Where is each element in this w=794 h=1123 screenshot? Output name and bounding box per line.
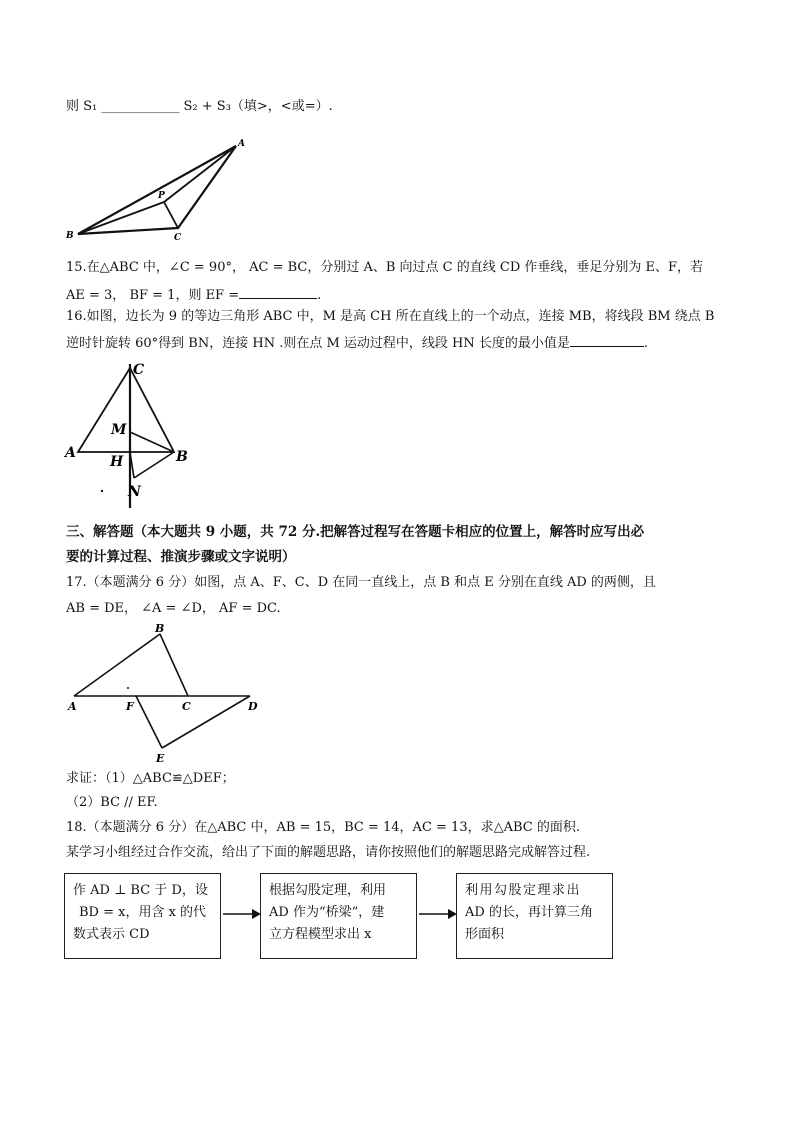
q16-answer-blank[interactable]	[570, 333, 644, 347]
fig17-label-b: B	[155, 622, 165, 635]
fig14-label-p: P	[158, 191, 165, 201]
flow-step-2	[260, 873, 417, 959]
fig16-label-b: B	[176, 449, 188, 465]
q15-text: AE = 3， BF = 1，则 EF =	[66, 288, 240, 303]
flow-step-3-line2: AD 的长，再计算三角	[465, 905, 593, 920]
fig14-label-a: A	[238, 139, 245, 149]
q17-proof-part2: （2）BC // EF.	[66, 795, 158, 810]
q18-line1: 18.（本题满分 6 分）在△ABC 中，AB = 15，BC = 14，AC = 13，求△ABC 的面积.	[66, 820, 580, 835]
q16-line1: 16.如图，边长为 9 的等边三角形 ABC 中，M 是高 CH 所在直线上的一个动点，连接 MB，将线段 BM 绕点 B	[66, 309, 715, 324]
q15-line1: 15.在△ABC 中，∠C = 90°， AC = BC，分别过 A、B 向过点 C 的直线 CD 作垂线，垂足分别为 E、F，若	[66, 260, 704, 275]
q15-line2	[66, 285, 321, 305]
flow-step-3-line1: 利用勾股定理求出	[465, 883, 582, 898]
q17-line1: 17.（本题满分 6 分）如图，点 A、F、C、D 在同一直线上，点 B 和点 E 分别在直线 AD 的两侧，且	[66, 575, 656, 590]
flow-step-3	[456, 873, 613, 959]
fig17-label-c: C	[182, 700, 191, 713]
fig16-label-n: N	[128, 484, 141, 500]
figure-triangle-abp	[60, 136, 260, 246]
arrow-icon	[417, 906, 459, 922]
section3-heading-line1: 三、解答题（本大题共 9 小题，共 72 分.把解答过程写在答题卡相应的位置上，解答时应写出必	[66, 524, 645, 540]
flow-step-1-line2: BD = x，用含 x 的代	[79, 905, 207, 920]
fig17-label-e: E	[156, 752, 165, 765]
figure-congruent-triangles	[60, 620, 270, 770]
flow-step-3-line3: 形面积	[465, 927, 505, 942]
flow-step-2-line3: 立方程模型求出 x	[269, 927, 372, 942]
fig16-label-m: M	[111, 422, 127, 438]
q16-period: .	[643, 336, 649, 351]
fig16-label-a: A	[65, 445, 76, 461]
figure-equilateral-triangle	[60, 360, 210, 510]
q16-line2	[66, 333, 648, 353]
flow-step-1-line3: 数式表示 CD	[73, 927, 150, 942]
section3-heading-line2: 要的计算过程、推演步骤或文字说明）	[66, 549, 296, 565]
fig16-label-c: C	[133, 362, 145, 378]
fig14-label-c: C	[174, 233, 182, 243]
flow-step-1-line1: 作 AD ⊥ BC 于 D，设	[73, 883, 208, 898]
fig17-label-d: D	[248, 700, 258, 713]
flow-step-1	[64, 873, 221, 959]
q17-proof-part1: 求证：（1）△ABC≌△DEF；	[66, 771, 235, 786]
q15-period: .	[317, 288, 322, 303]
arrow-icon	[221, 906, 263, 922]
q14-answer-line: 则 S₁ ____________ S₂ + S₃（填>，<或=）.	[66, 99, 333, 114]
fig17-label-f: F	[126, 700, 134, 713]
flow-step-2-line1: 根据勾股定理，利用	[269, 883, 387, 898]
q15-answer-blank[interactable]	[239, 285, 317, 299]
flow-step-2-line2: AD 作为“桥梁”，建	[269, 905, 385, 920]
q16-text: 逆时针旋转 60°得到 BN，连接 HN .则在点 M 运动过程中，线段 HN 长度的最小值是	[66, 336, 570, 351]
fig16-label-h: H	[110, 454, 124, 470]
q17-line2: AB = DE， ∠A = ∠D， AF = DC.	[66, 601, 281, 616]
q18-line2: 某学习小组经过合作交流，给出了下面的解题思路，请你按照他们的解题思路完成解答过程.	[66, 845, 591, 860]
fig17-label-a: A	[68, 700, 77, 713]
fig14-label-b: B	[66, 231, 74, 241]
